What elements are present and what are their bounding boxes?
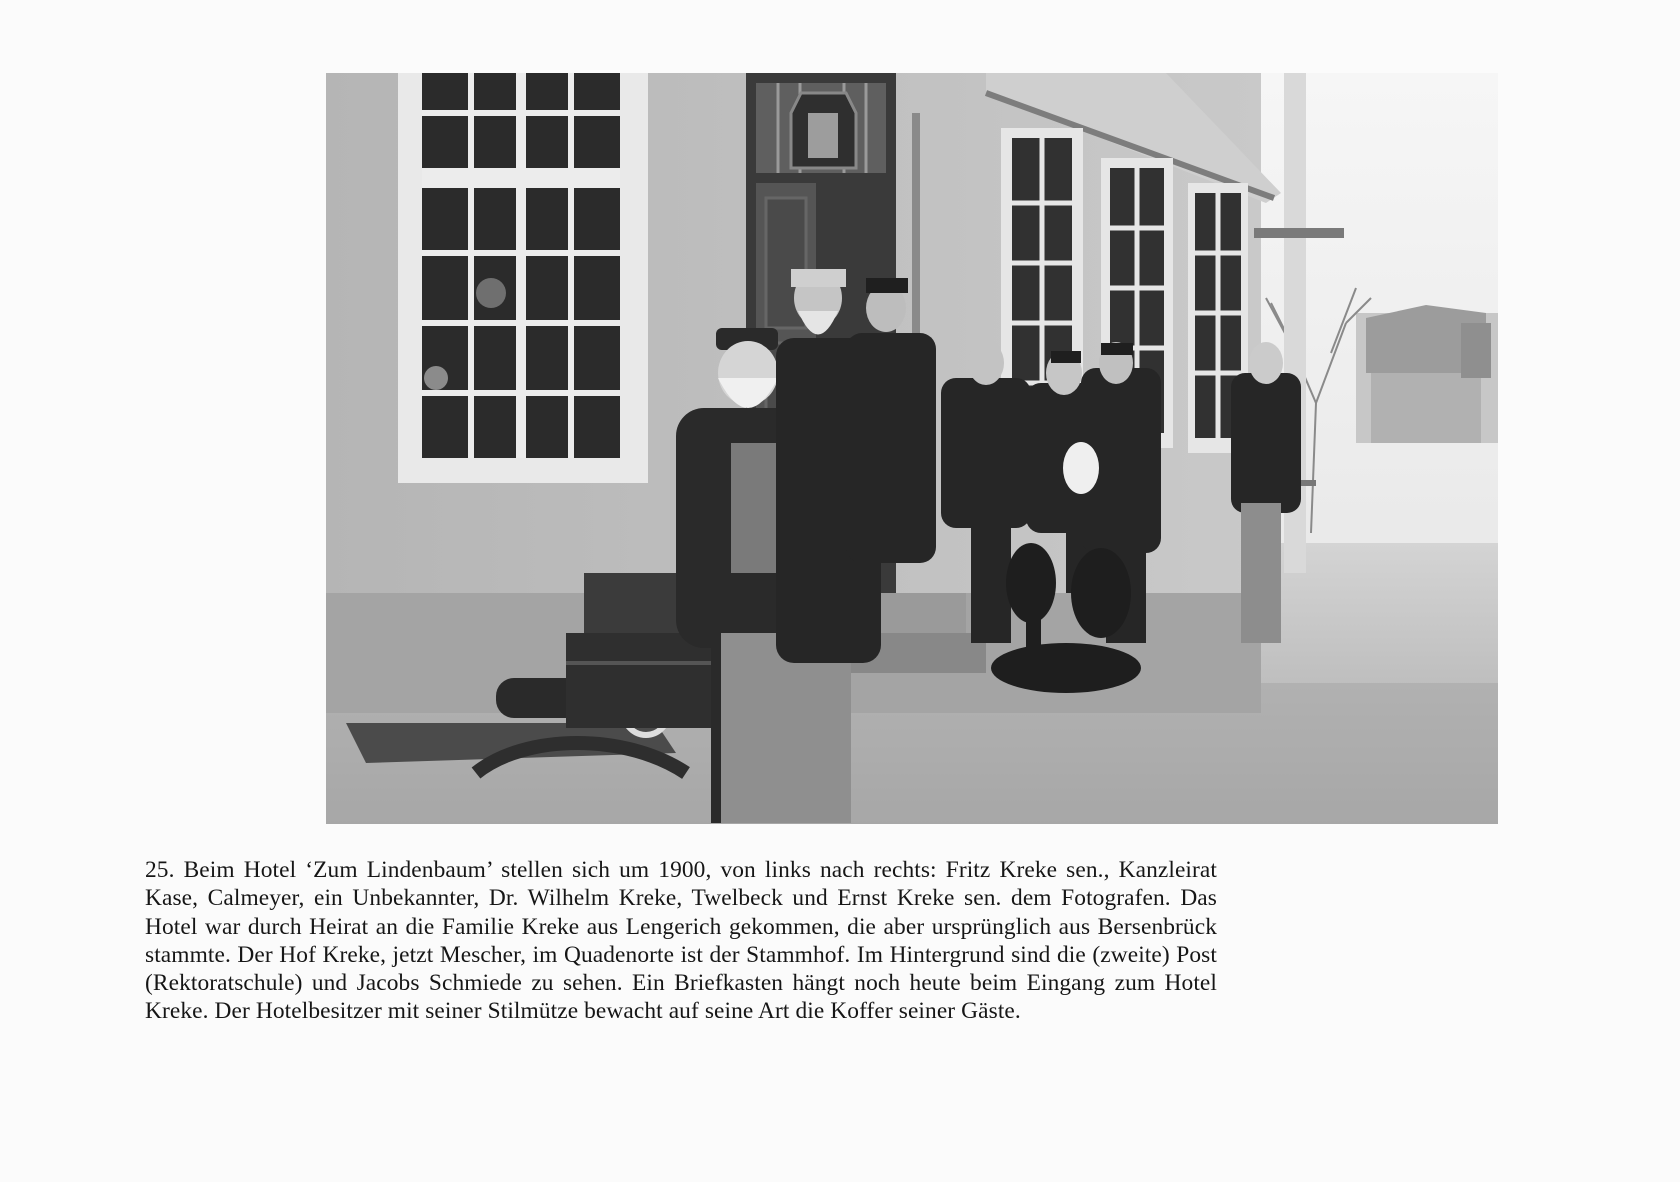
photo-caption: 25. Beim Hotel ‘Zum Lindenbaum’ stellen sich um 1900, von links nach rechts: Fritz Kreke sen., Kanzleirat Kase, Calmeyer, ein Unbekannter, Dr. Wilhelm Kreke, Twelbeck und Ernst Kreke sen. dem Fotografen. Das Hotel war durch Heirat an die Familie Kreke aus Lengerich gekommen, die aber ursprünglich aus Bersenbrück stammte. Der Hof Kreke, jetzt Mescher, im Quadenorte ist der Stammhof. Im Hintergrund sind die (zweite) Post (Rektoratschule) und Jacobs Schmiede zu sehen. Ein Briefkasten hängt noch heute beim Eingang zum Hotel Kreke. Der Hotelbesitzer mit seiner Stilmütze bewacht auf seine Art die Koffer seiner Gäste.	[145, 857, 1217, 1025]
historical-photo	[326, 73, 1498, 824]
hotel-scene-illustration	[326, 73, 1498, 824]
